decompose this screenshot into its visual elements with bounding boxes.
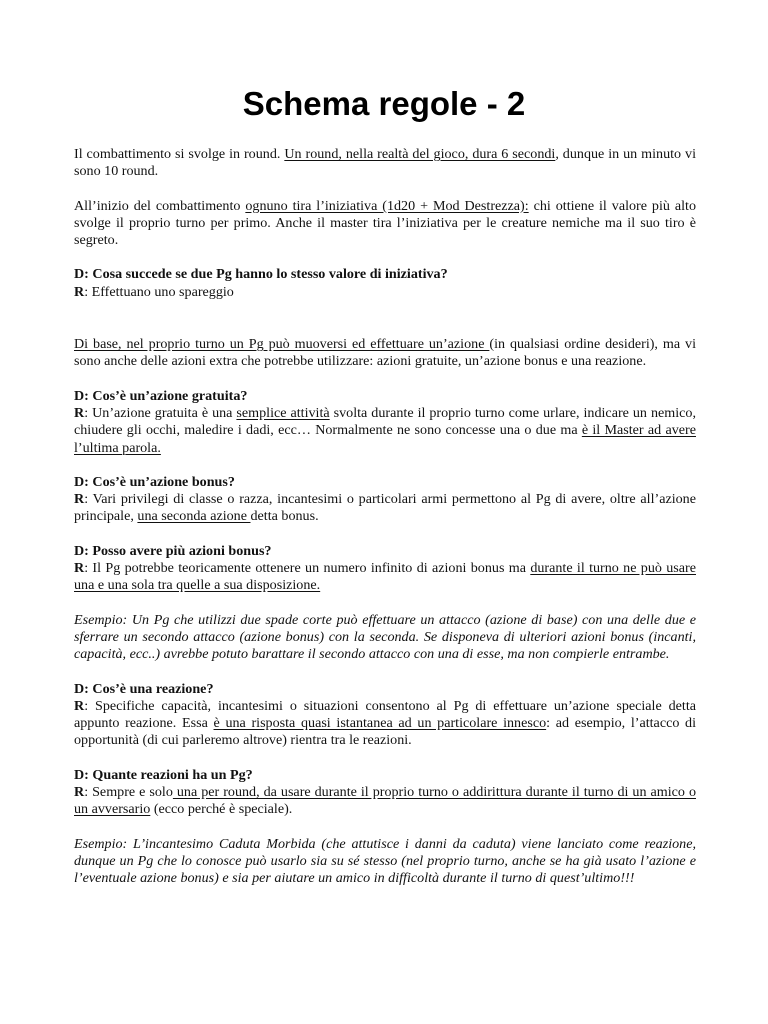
- text-segment: , dunque in un minuto vi sono 10 round.: [74, 146, 696, 180]
- answer-text: : Sempre e solo: [84, 784, 173, 801]
- question-text: D: Posso avere più azioni bonus?: [74, 542, 272, 559]
- answer-text: : Vari privilegi di classe o razza, incantesimi o particolari armi permettono al Pg di avere, oltre all’azione principale,: [74, 491, 696, 525]
- underlined-text: Un round, nella realtà del gioco, dura 6 secondi: [284, 146, 556, 162]
- underlined-text: è il Master ad avere l’ultima parola.: [74, 422, 696, 456]
- document-body: [74, 146, 696, 888]
- question-text: D: Quante reazioni ha un Pg?: [74, 766, 253, 783]
- answer-text: svolta durante il proprio turno come urlare, indicare un nemico, chiudere gli occhi, maledire i dadi, ecc… Normalmente ne sono concesse una o due ma: [74, 404, 696, 439]
- answer-label: R: [74, 404, 85, 421]
- answer-text: : Il Pg potrebbe teoricamente ottenere un numero infinito di azioni bonus ma: [84, 560, 531, 577]
- underlined-text: ognuno tira l’iniziativa (1d20 + Mod Destrezza):: [245, 197, 529, 214]
- qa-block-reaction-count: [74, 767, 696, 819]
- underlined-text: una seconda azione: [137, 508, 251, 525]
- text-segment: (in qualsiasi ordine desideri), ma vi sono anche delle azioni extra che potrebbe utilizzare: azioni gratuite, un’azione bonus e una reazione.: [74, 336, 696, 370]
- underlined-text: semplice attività: [236, 404, 330, 421]
- underlined-text: durante il turno ne può usare una e una sola tra quelle a sua disposizione.: [74, 560, 696, 594]
- text-segment: chi ottiene il valore più alto svolge il proprio turno per primo. Anche il master tira l’iniziativa per le creature nemiche ma il suo tiro è segreto.: [74, 197, 696, 249]
- example-feather-fall: Esempio: L’incantesimo Caduta Morbida (che attutisce i danni da caduta) viene lanciato come reazione, dunque un Pg che lo conosce può usarlo sia su sé stesso (nel proprio turno, anche se ha già usato l’azione e l’eventuale azione bonus) e sia per aiutare un amico in difficoltà durante il turno di quest’ultimo!!!: [74, 835, 696, 887]
- question-text: D: Cos’è una reazione?: [74, 680, 214, 697]
- paragraph-actions: [74, 336, 696, 371]
- paragraph-initiative: [74, 198, 696, 250]
- qa-block-free-action: [74, 388, 696, 457]
- answer-label: R: [74, 784, 85, 801]
- answer-text: : Specifiche capacità, incantesimi o situazioni consentono al Pg di effettuare un’azione speciale detta appunto reazione. Essa: [74, 697, 696, 732]
- question-text: D: Cos’è un’azione gratuita?: [74, 387, 248, 404]
- qa-block-multiple-bonus: [74, 543, 696, 595]
- answer-label: R: [74, 491, 85, 508]
- answer-text: (ecco perché è speciale).: [150, 801, 293, 818]
- question-text: D: Cos’è un’azione bonus?: [74, 473, 235, 490]
- answer-text: : ad esempio, l’attacco di opportunità (di cui parleremo altrove) rientra tra le reazioni.: [74, 715, 697, 749]
- answer-text: : Un’azione gratuita è una: [84, 404, 237, 421]
- underlined-text: Di base, nel proprio turno un Pg può muoversi ed effettuare un’azione: [74, 336, 490, 353]
- text-segment: Il combattimento si svolge in round.: [74, 146, 285, 162]
- text-segment: All’inizio del combattimento: [74, 197, 246, 214]
- answer-label: R: [74, 697, 85, 714]
- example-dual-wield: Esempio: Un Pg che utilizzi due spade corte può effettuare un attacco (azione di base) con una delle due e sferrare un secondo attacco (azione bonus) con la seconda. Se disponeva di ulteriori azioni bonus (incanti, capacità, ecc..) avrebbe potuto barattare il secondo attacco con una di esse, ma non compierle entrambe.: [74, 611, 696, 663]
- qa-block-reaction: [74, 681, 696, 750]
- paragraph-round: [74, 146, 696, 181]
- question-text: D: Cosa succede se due Pg hanno lo stesso valore di iniziativa?: [74, 266, 448, 283]
- answer-label: R: [74, 283, 85, 300]
- answer-label: R: [74, 560, 85, 577]
- underlined-text: è una risposta quasi istantanea ad un particolare innesco: [213, 715, 547, 732]
- page-title: Schema regole - 2: [242, 85, 526, 122]
- qa-block-tie: [74, 266, 696, 301]
- answer-text: : Effettuano uno spareggio: [84, 283, 234, 300]
- underlined-text: una per round, da usare durante il proprio turno o addirittura durante il turno di un amico o un avversario: [74, 784, 696, 818]
- qa-block-bonus-action: [74, 474, 696, 526]
- answer-text: detta bonus.: [250, 508, 319, 525]
